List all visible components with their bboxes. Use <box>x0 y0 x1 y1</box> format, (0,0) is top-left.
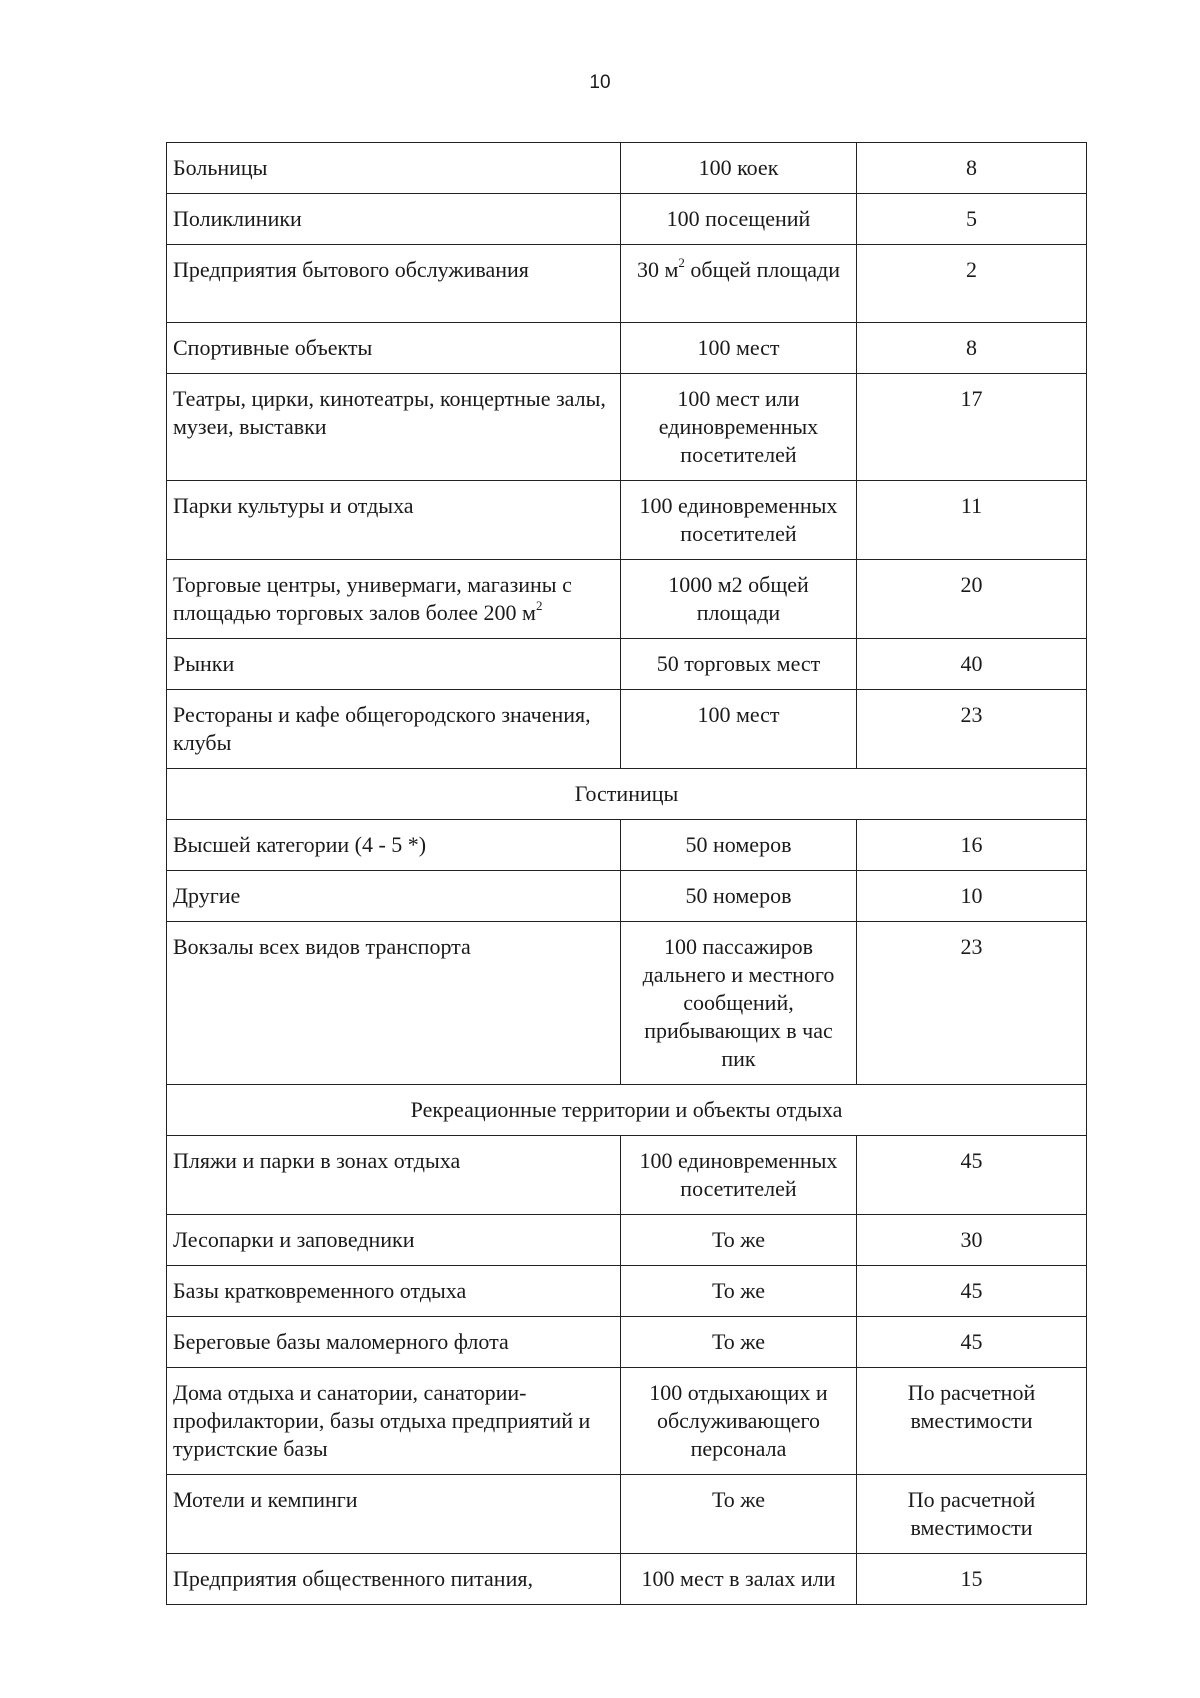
unit-cell: То же <box>621 1475 857 1554</box>
value-cell: 16 <box>857 820 1087 871</box>
table-row <box>167 922 1087 1085</box>
table-row <box>167 1215 1087 1266</box>
table-row <box>167 245 1087 323</box>
object-cell: Дома отдыха и санатории, санатории-профилактории, базы отдыха предприятий и туристские базы <box>167 1368 621 1475</box>
object-cell: Базы кратковременного отдыха <box>167 1266 621 1317</box>
table-row <box>167 690 1087 769</box>
unit-cell: 100 мест в залах или <box>621 1554 857 1605</box>
table-row <box>167 560 1087 639</box>
table-row <box>167 1266 1087 1317</box>
table-row <box>167 481 1087 560</box>
object-cell: Поликлиники <box>167 194 621 245</box>
object-cell: Мотели и кемпинги <box>167 1475 621 1554</box>
value-cell: 2 <box>857 245 1087 323</box>
table-row <box>167 374 1087 481</box>
unit-cell: 1000 м2 общей площади <box>621 560 857 639</box>
unit-cell: 100 коек <box>621 143 857 194</box>
value-cell: 5 <box>857 194 1087 245</box>
unit-cell: 100 мест <box>621 323 857 374</box>
object-cell: Рестораны и кафе общегородского значения, клубы <box>167 690 621 769</box>
value-cell: 45 <box>857 1266 1087 1317</box>
unit-cell: 100 мест или единовременных посетителей <box>621 374 857 481</box>
object-cell: Береговые базы маломерного флота <box>167 1317 621 1368</box>
unit-cell: 50 номеров <box>621 871 857 922</box>
unit-cell: 100 мест <box>621 690 857 769</box>
table-body <box>167 143 1087 1605</box>
object-cell: Лесопарки и заповедники <box>167 1215 621 1266</box>
unit-cell: 100 посещений <box>621 194 857 245</box>
table-row <box>167 639 1087 690</box>
page-number: 10 <box>589 72 611 93</box>
table-row <box>167 323 1087 374</box>
table-row <box>167 1368 1087 1475</box>
parking-norms-table <box>166 142 1087 1605</box>
value-cell: 8 <box>857 143 1087 194</box>
value-cell: 45 <box>857 1136 1087 1215</box>
section-header-row <box>167 1085 1087 1136</box>
unit-cell: 100 единовременных посетителей <box>621 1136 857 1215</box>
unit-cell: То же <box>621 1215 857 1266</box>
table-row <box>167 1317 1087 1368</box>
value-cell: 10 <box>857 871 1087 922</box>
unit-cell: То же <box>621 1266 857 1317</box>
value-cell: 20 <box>857 560 1087 639</box>
table-row <box>167 143 1087 194</box>
object-cell: Предприятия общественного питания, <box>167 1554 621 1605</box>
value-cell: 23 <box>857 690 1087 769</box>
object-cell: Парки культуры и отдыха <box>167 481 621 560</box>
value-cell: 11 <box>857 481 1087 560</box>
value-cell: 23 <box>857 922 1087 1085</box>
object-cell: Торговые центры, универмаги, магазины с площадью торговых залов более 200 $м^2$ <box>167 560 621 639</box>
section-title: Гостиницы <box>167 769 1087 820</box>
section-title: Рекреационные территории и объекты отдыха <box>167 1085 1087 1136</box>
value-cell: 17 <box>857 374 1087 481</box>
object-cell: Спортивные объекты <box>167 323 621 374</box>
object-cell: Вокзалы всех видов транспорта <box>167 922 621 1085</box>
object-cell: Рынки <box>167 639 621 690</box>
table-row <box>167 1554 1087 1605</box>
value-cell: 30 <box>857 1215 1087 1266</box>
object-cell: Предприятия бытового обслуживания <box>167 245 621 323</box>
value-cell: По расчетной вместимости <box>857 1368 1087 1475</box>
value-cell: 15 <box>857 1554 1087 1605</box>
section-header-row <box>167 769 1087 820</box>
table-row <box>167 194 1087 245</box>
object-cell: Пляжи и парки в зонах отдыха <box>167 1136 621 1215</box>
table-row <box>167 871 1087 922</box>
value-cell: 40 <box>857 639 1087 690</box>
unit-cell: 100 пассажиров дальнего и местного сообщений, прибывающих в час пик <box>621 922 857 1085</box>
unit-cell: 50 номеров <box>621 820 857 871</box>
object-cell: Больницы <box>167 143 621 194</box>
value-cell: 8 <box>857 323 1087 374</box>
unit-cell: 100 отдыхающих и обслуживающего персонала <box>621 1368 857 1475</box>
object-cell: Другие <box>167 871 621 922</box>
unit-cell: 30 $м^2$ общей площади <box>621 245 857 323</box>
unit-cell: То же <box>621 1317 857 1368</box>
table-row <box>167 1136 1087 1215</box>
object-cell: Высшей категории (4 - 5 *) <box>167 820 621 871</box>
value-cell: По расчетной вместимости <box>857 1475 1087 1554</box>
table-row <box>167 1475 1087 1554</box>
table-row <box>167 820 1087 871</box>
unit-cell: 100 единовременных посетителей <box>621 481 857 560</box>
unit-cell: 50 торговых мест <box>621 639 857 690</box>
value-cell: 45 <box>857 1317 1087 1368</box>
object-cell: Театры, цирки, кинотеатры, концертные залы, музеи, выставки <box>167 374 621 481</box>
